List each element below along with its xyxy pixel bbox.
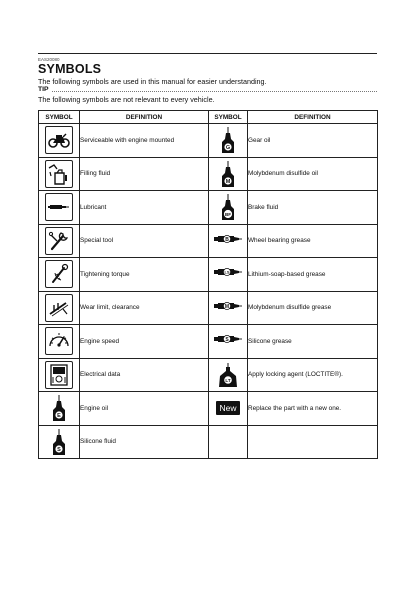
header-definition: DEFINITION [248, 111, 378, 124]
intro-text: The following symbols are used in this manual for easier understanding. [38, 77, 267, 86]
grease-gun-icon [213, 265, 243, 283]
svg-text:M: M [224, 303, 230, 310]
svg-text:E: E [57, 413, 61, 420]
oil-can-icon [45, 160, 73, 188]
header-symbol: SYMBOL [39, 111, 80, 124]
multimeter-icon [45, 361, 73, 389]
tip-label: TIP [38, 86, 49, 93]
table-row [39, 124, 378, 158]
definition-text: Filling fluid [80, 157, 209, 191]
oil-bottle-icon [218, 160, 238, 188]
definition-text: Wear limit, clearance [80, 291, 209, 325]
svg-text:BF: BF [225, 212, 231, 218]
table-row [39, 392, 378, 426]
new-part-badge-icon: New [216, 401, 239, 415]
table-row [39, 358, 378, 392]
grease-gun-icon [213, 332, 243, 350]
grease-gun-icon [45, 193, 73, 221]
definition-text: Brake fluid [248, 191, 378, 225]
table-row [39, 425, 378, 459]
motorcycle-icon [45, 126, 73, 154]
header-definition: DEFINITION [80, 111, 209, 124]
symbols-table [38, 110, 378, 459]
table-header-row [39, 111, 378, 124]
definition-text: Molybdenum disulfide oil [248, 157, 378, 191]
definition-text: Tightening torque [80, 258, 209, 292]
definition-text: Gear oil [248, 124, 378, 158]
svg-text:LT: LT [225, 377, 231, 383]
section-code: EAS20080 [38, 57, 60, 62]
svg-text:S: S [57, 446, 61, 453]
svg-text:B: B [225, 236, 229, 243]
top-rule [38, 53, 377, 54]
definition-text: Serviceable with engine mounted [80, 124, 209, 158]
caliper-icon [45, 294, 73, 322]
grease-gun-icon [213, 232, 243, 250]
definition-text: Replace the part with a new one. [248, 392, 378, 426]
tip-divider [52, 91, 377, 92]
definition-text: Engine oil [80, 392, 209, 426]
locking-agent-bottle-icon [216, 362, 240, 388]
definition-text: Electrical data [80, 358, 209, 392]
empty-symbol-cell [209, 425, 248, 459]
tachometer-icon [45, 327, 73, 355]
definition-text: Lubricant [80, 191, 209, 225]
svg-text:M: M [225, 178, 231, 185]
definition-text: Wheel bearing grease [248, 224, 378, 258]
wrench-tool-icon [45, 227, 73, 255]
table-row [39, 157, 378, 191]
tip-text: The following symbols are not relevant to every vehicle. [38, 95, 215, 104]
table-row [39, 191, 378, 225]
oil-bottle-icon [49, 394, 69, 422]
svg-text:G: G [225, 145, 231, 152]
oil-bottle-icon [218, 193, 238, 221]
definition-text: Lithium-soap-based grease [248, 258, 378, 292]
oil-bottle-icon [49, 428, 69, 456]
definition-text: Silicone grease [248, 325, 378, 359]
header-symbol: SYMBOL [209, 111, 248, 124]
definition-text: Molybdenum disulfide grease [248, 291, 378, 325]
table-row [39, 325, 378, 359]
definition-text: Engine speed [80, 325, 209, 359]
empty-definition-cell [248, 425, 378, 459]
table-row [39, 258, 378, 292]
definition-text: Apply locking agent (LOCTITE®). [248, 358, 378, 392]
svg-text:S: S [225, 337, 229, 344]
table-row [39, 224, 378, 258]
torque-wrench-icon [45, 260, 73, 288]
definition-text: Silicone fluid [80, 425, 209, 459]
oil-bottle-icon [218, 126, 238, 154]
page-title: SYMBOLS [38, 62, 102, 76]
grease-gun-icon [213, 299, 243, 317]
definition-text: Special tool [80, 224, 209, 258]
svg-text:LS: LS [224, 269, 230, 275]
table-row [39, 291, 378, 325]
